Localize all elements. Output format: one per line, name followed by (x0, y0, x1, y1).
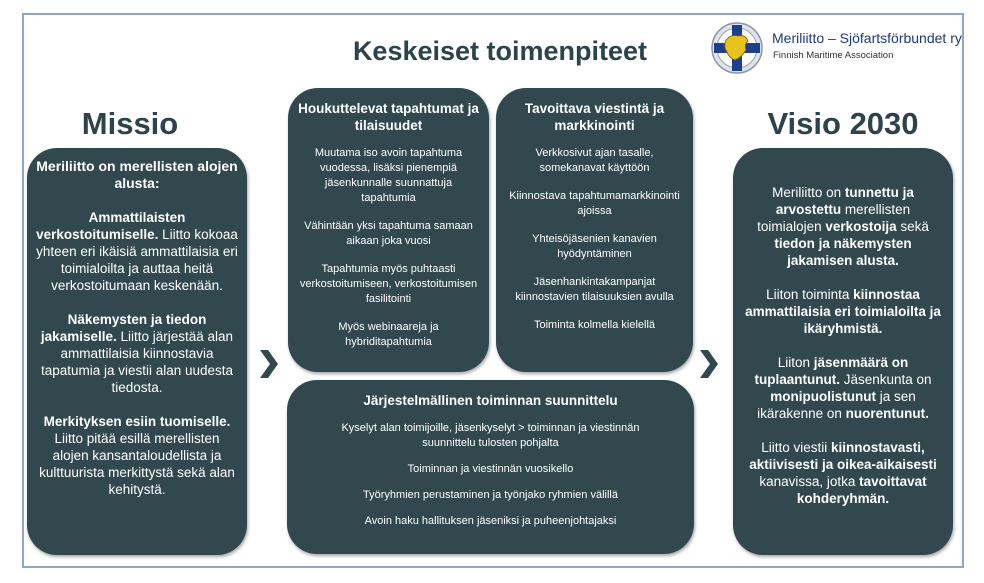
missio-item: Näkemysten ja tiedon jakamiselle. Liitto järjestää alan ammattilaisia kiinnostavia tapatumia ja viestii alan uudesta tiedosta. (40, 312, 234, 395)
visio-paragraph (743, 286, 943, 337)
events-item: Muutama iso avoin tapahtuma vuodessa, lisäksi pienempiä jäsenkunnalle suunnattuja tapahtumia (314, 147, 463, 204)
visio-text-run: kiinnostaa ammattilaisia eri toimialoilta ja ikäryhmistä. (745, 287, 941, 336)
comms-item: Kiinnostava tapahtumamarkkinointi ajoissa (509, 190, 680, 217)
events-card-title: Houkuttelevat tapahtumat ja tilaisuudet (298, 101, 479, 133)
visio-box (733, 148, 953, 555)
missio-item: Ammattilaisten verkostoitumiselle. Liitto kokoaa yhteen eri ikäisiä ammattilaisia eri toimialoilta ja auttaa heitä verkostoitumaan keskenään. (36, 210, 238, 293)
visio-paragraph (743, 184, 943, 269)
events-item: Tapahtumia myös puhtaasti verkostoitumiseen, verkostoitumisen fasilitointi (299, 263, 478, 305)
visio-text-run: Meriliitto on (772, 185, 845, 200)
missio-item: Merkityksen esiin tuomiselle. Liitto pitää esillä merellisten alojen kansantaloudellista ja kulttuurista merkittystä sekä alan kehitystä. (39, 414, 235, 497)
missio-intro: Meriliitto on merellisten alojen alusta: (36, 158, 238, 191)
comms-card (496, 88, 693, 372)
comms-item: Verkkosivut ajan tasalle, somekanavat käyttöön (535, 147, 654, 174)
visio-text-run: nuorentunut. (845, 406, 929, 421)
chevron-right-icon (698, 349, 720, 379)
events-card (288, 88, 489, 372)
visio-text-run: tiedon ja näkemysten jakamisen alusta. (774, 236, 912, 268)
visio-text-run: Jäsenkunta on (839, 372, 932, 387)
planning-card (287, 380, 694, 554)
visio-text-run: Liiton (777, 355, 814, 370)
visio-text-run: kanavissa, jotka (759, 474, 860, 489)
visio-text-run: jäsenmäärä on tuplaantunut. (754, 355, 909, 387)
visio-text-run: kiinnostavasti, aktiivisesti ja oikea-aikaisesti (749, 440, 937, 472)
planning-item: Toiminnan ja viestinnän vuosikello (407, 463, 574, 475)
events-item: Myös webinaareja ja hybriditapahtumia (338, 321, 439, 348)
page-title: Keskeiset toimenpiteet (352, 36, 648, 66)
missio-box (27, 148, 247, 555)
visio-heading: Visio 2030 (767, 106, 919, 141)
lion-cross-emblem-icon (711, 22, 763, 74)
visio-paragraph (743, 439, 943, 507)
visio-text-run: monipuolistunut (770, 389, 876, 404)
visio-text-run: tunnettu ja arvostettu (775, 185, 914, 217)
events-item: Vähintään yksi tapahtuma samaan aikaan joka vuosi (304, 220, 473, 247)
visio-text-run: tavoittavat kohderyhmän. (796, 474, 927, 506)
visio-text-run: verkostoija (825, 219, 897, 234)
visio-text-run: sekä (896, 219, 929, 234)
visio-text-run: ja sen ikärakenne on (757, 389, 916, 421)
comms-item: Jäsenhankintakampanjat kiinnostavien tilaisuuksien avulla (515, 276, 674, 303)
brand-name: Meriliitto – Sjöfartsförbundet ry (772, 30, 962, 46)
visio-text-run: merellisten toimialojen (757, 202, 911, 234)
planning-item: Kyselyt alan toimijoille, jäsenkyselyt > toiminnan ja viestinnän suunnittelu tulosten pohjalta (341, 422, 640, 449)
chevron-right-icon (258, 349, 280, 379)
planning-item: Työryhmien perustaminen ja työnjako ryhmien välillä (363, 489, 618, 501)
brand-subtitle: Finnish Maritime Association (773, 50, 894, 61)
comms-card-title: Tavoittava viestintä ja markkinointi (524, 101, 665, 133)
planning-item: Avoin haku hallituksen jäseniksi ja puheenjohtajaksi (364, 515, 617, 527)
visio-paragraph (743, 354, 943, 422)
visio-text-run: Liiton toiminta (766, 287, 854, 302)
comms-item: Yhteisöjäsenien kanavien hyödyntäminen (532, 233, 657, 260)
visio-text-run: Liitto viestii (761, 440, 831, 455)
missio-heading: Missio (81, 106, 179, 141)
comms-item: Toiminta kolmella kielellä (533, 319, 656, 331)
planning-card-title: Järjestelmällinen toiminnan suunnittelu (363, 393, 618, 408)
